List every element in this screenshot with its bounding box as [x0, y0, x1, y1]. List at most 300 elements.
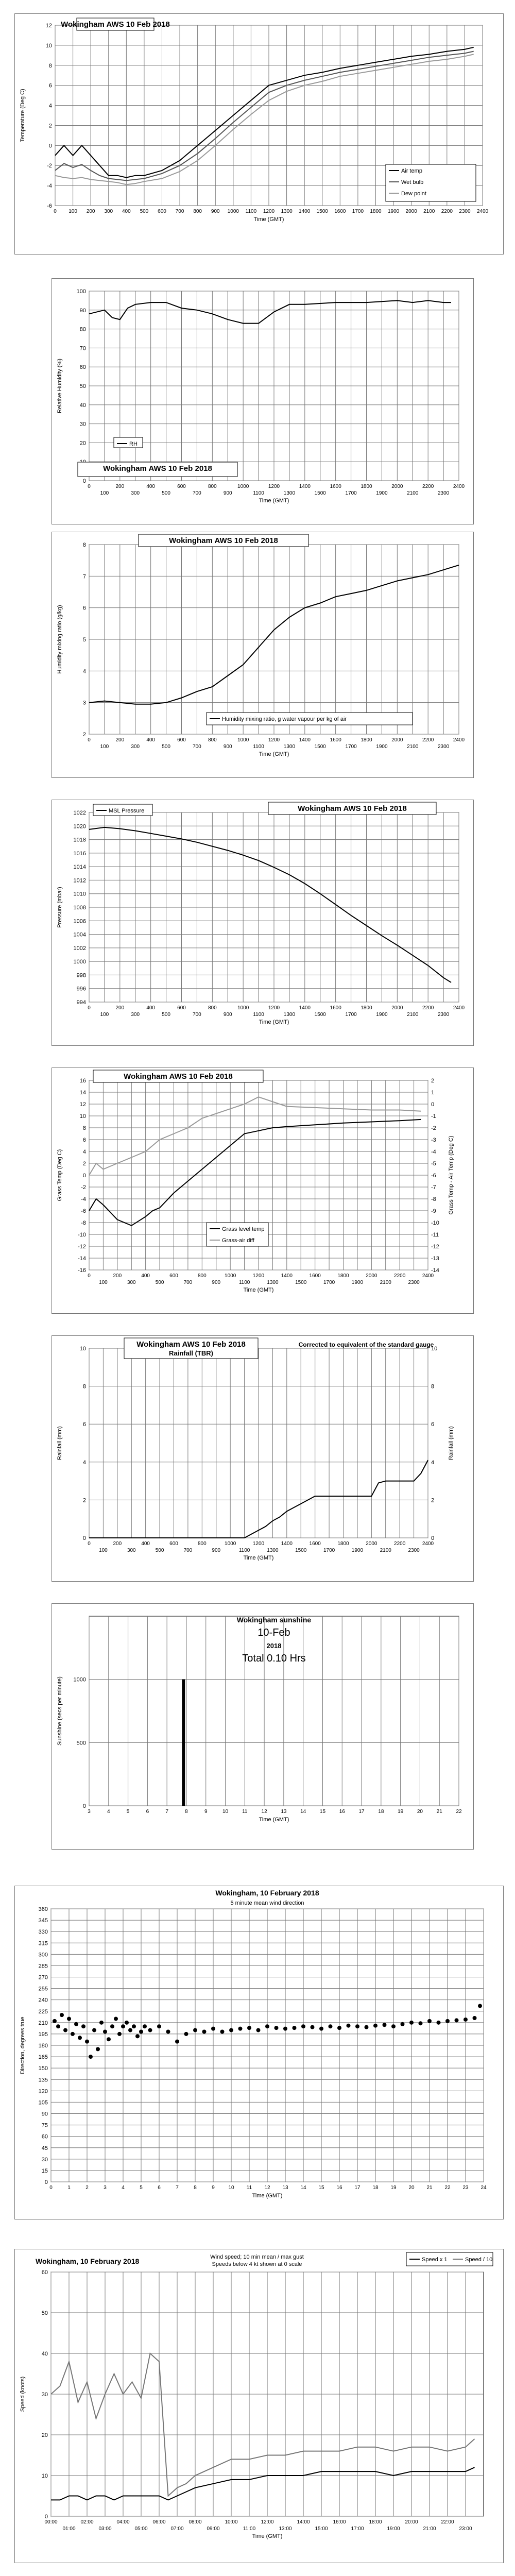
- x-axis-label: Time (GMT): [243, 1287, 274, 1293]
- data-point: [256, 2028, 261, 2032]
- y-tick-label: 1012: [73, 877, 86, 884]
- legend-label: Dew point: [401, 191, 426, 197]
- x-tick-label: 100: [99, 1548, 108, 1553]
- x-tick-label: 800: [197, 1541, 207, 1547]
- x-tick-label: 2000: [391, 484, 403, 489]
- x-tick-label: 0: [49, 2185, 53, 2191]
- y-tick-label: 50: [41, 2310, 48, 2316]
- x-tick-label: 700: [193, 490, 201, 496]
- y-tick-label: 80: [79, 326, 86, 333]
- x-tick-label: 700: [193, 744, 201, 750]
- x-tick-label: 07:00: [170, 2526, 184, 2532]
- x-tick-label: 700: [175, 209, 184, 214]
- y2-tick-label: -13: [431, 1256, 439, 1262]
- x-tick-label: 04:00: [116, 2519, 130, 2525]
- data-point: [265, 2024, 269, 2028]
- x-tick-label: 1200: [268, 484, 280, 489]
- y-tick-label: 14: [79, 1090, 86, 1096]
- y-tick-label: 1002: [73, 945, 86, 952]
- y2-tick-label: -8: [431, 1196, 436, 1202]
- y2-tick-label: 4: [431, 1459, 435, 1466]
- x-tick-label: 1900: [387, 209, 400, 214]
- x-tick-label: 6: [158, 2185, 161, 2191]
- y-axis-label: Speed (knots): [20, 2376, 26, 2412]
- chart-pressure: [52, 800, 474, 1046]
- y2-tick-label: -11: [431, 1232, 439, 1238]
- y2-tick-label: 8: [431, 1383, 435, 1390]
- y-tick-label: 240: [38, 1997, 48, 2004]
- x-tick-label: 1900: [351, 1548, 364, 1553]
- x-tick-label: 400: [122, 209, 131, 214]
- x-tick-label: 06:00: [152, 2519, 166, 2525]
- y-tick-label: 5: [82, 637, 86, 643]
- x-tick-label: 01:00: [62, 2526, 76, 2532]
- x-tick-label: 4: [122, 2185, 125, 2191]
- data-point: [99, 2021, 104, 2025]
- x-tick-label: 21: [426, 2185, 433, 2191]
- x-tick-label: 1100: [253, 1012, 264, 1018]
- y-tick-label: 12: [45, 23, 52, 29]
- x-tick-label: 9: [212, 2185, 215, 2191]
- x-tick-label: 6: [146, 1809, 149, 1815]
- chart-svg-5: [52, 1336, 474, 1582]
- y-tick-label: 12: [79, 1101, 86, 1108]
- legend-label: RH: [129, 441, 138, 447]
- data-point: [184, 2032, 188, 2036]
- x-tick-label: 20: [417, 1809, 423, 1815]
- x-tick-label: 18: [372, 2185, 379, 2191]
- x-tick-label: 900: [212, 1280, 221, 1285]
- y-tick-label: 4: [82, 1459, 86, 1466]
- y2-tick-label: 10: [431, 1346, 438, 1352]
- y-axis-label: Grass Temp (Deg C): [57, 1149, 63, 1201]
- data-point: [110, 2024, 114, 2028]
- y-tick-label: 4: [48, 103, 52, 109]
- y-tick-label: 1006: [73, 918, 86, 925]
- x-tick-label: 2200: [422, 1005, 434, 1011]
- x-tick-label: 2300: [459, 209, 471, 214]
- y-tick-label: 1016: [73, 850, 86, 857]
- x-tick-label: 16: [339, 1809, 345, 1815]
- x-tick-label: 13:00: [279, 2526, 292, 2532]
- x-tick-label: 15: [318, 2185, 324, 2191]
- x-tick-label: 1900: [376, 490, 388, 496]
- x-tick-label: 100: [100, 744, 109, 750]
- chart-subtitle: Rainfall (TBR): [169, 1349, 213, 1357]
- chart-grass-temp: [52, 1067, 474, 1314]
- x-tick-label: 13: [281, 1809, 287, 1815]
- data-point: [78, 2036, 82, 2040]
- x-tick-label: 1800: [360, 484, 372, 489]
- x-tick-label: 23: [462, 2185, 469, 2191]
- y-tick-label: -14: [78, 1256, 86, 1262]
- x-tick-label: 1900: [376, 744, 388, 750]
- x-tick-label: 8: [194, 2185, 197, 2191]
- data-point: [383, 2023, 387, 2027]
- data-point: [148, 2028, 152, 2032]
- x-tick-label: 2400: [422, 1273, 434, 1279]
- x-tick-label: 700: [183, 1548, 193, 1553]
- x-tick-label: 600: [177, 1005, 186, 1011]
- y-tick-label: 2: [48, 123, 52, 129]
- x-tick-label: 7: [176, 2185, 179, 2191]
- x-axis-label: Time (GMT): [243, 1555, 274, 1561]
- data-point: [117, 2032, 122, 2036]
- y-tick-label: 225: [38, 2008, 48, 2015]
- x-tick-label: 17: [358, 1809, 365, 1815]
- x-tick-label: 2100: [407, 1012, 419, 1018]
- data-point: [464, 2018, 468, 2022]
- x-tick-label: 20:00: [405, 2519, 418, 2525]
- y-tick-label: 120: [38, 2088, 48, 2095]
- x-tick-label: 700: [193, 1012, 201, 1018]
- data-point: [157, 2024, 161, 2028]
- x-tick-label: 1400: [299, 1005, 311, 1011]
- data-point: [220, 2030, 225, 2034]
- y-tick-label: -16: [78, 1267, 86, 1274]
- x-tick-label: 1100: [245, 209, 257, 214]
- x-tick-label: 300: [127, 1280, 136, 1285]
- x-tick-label: 0: [88, 737, 91, 743]
- y-tick-label: 15: [41, 2167, 48, 2174]
- chart-sunshine: [52, 1603, 474, 1850]
- y-tick-label: 0: [82, 478, 86, 484]
- y-tick-label: 4: [82, 668, 86, 675]
- y2-tick-label: -12: [431, 1244, 439, 1250]
- y-tick-label: 8: [82, 542, 86, 548]
- x-tick-label: 400: [146, 1005, 156, 1011]
- x-tick-label: 200: [86, 209, 95, 214]
- x-tick-label: 21:00: [423, 2526, 436, 2532]
- x-tick-label: 1600: [330, 484, 341, 489]
- y-tick-label: 10: [45, 42, 52, 49]
- x-tick-label: 900: [211, 209, 220, 214]
- y-tick-label: -2: [81, 1184, 86, 1191]
- x-tick-label: 1300: [267, 1280, 279, 1285]
- x-tick-label: 11: [246, 2185, 252, 2191]
- x-tick-label: 2200: [394, 1541, 406, 1547]
- chart-date: 10-Feb: [258, 1627, 290, 1638]
- x-tick-label: 0: [88, 1273, 91, 1279]
- y-tick-label: 1018: [73, 837, 86, 843]
- legend-label: Wet bulb: [401, 179, 424, 185]
- x-tick-label: 5: [126, 1809, 130, 1815]
- y2-tick-label: 2: [431, 1078, 435, 1084]
- y-tick-label: 180: [38, 2043, 48, 2049]
- x-tick-label: 2400: [453, 737, 465, 743]
- x-tick-label: 100: [100, 1012, 109, 1018]
- x-tick-label: 21: [436, 1809, 442, 1815]
- x-tick-label: 7: [165, 1809, 168, 1815]
- y2-tick-label: -6: [431, 1173, 436, 1179]
- x-tick-label: 0: [88, 1005, 91, 1011]
- x-tick-label: 1300: [283, 744, 296, 750]
- x-tick-label: 2400: [476, 209, 489, 214]
- x-tick-label: 600: [158, 209, 166, 214]
- x-tick-label: 2300: [437, 1012, 450, 1018]
- y-tick-label: 60: [79, 364, 86, 371]
- x-tick-label: 900: [223, 490, 232, 496]
- data-point: [143, 2024, 147, 2028]
- chart-note-line1: Wind speed; 10 min mean / max gust: [210, 2254, 304, 2260]
- y-tick-label: 0: [82, 1173, 86, 1179]
- data-point: [329, 2024, 333, 2028]
- x-tick-label: 1300: [283, 490, 296, 496]
- x-tick-label: 1400: [281, 1541, 293, 1547]
- y2-tick-label: -4: [431, 1149, 436, 1155]
- y-tick-label: 60: [41, 2133, 48, 2140]
- chart-title: Wokingham, 10 February 2018: [36, 2257, 140, 2265]
- x-tick-label: 1400: [281, 1273, 293, 1279]
- x-tick-label: 03:00: [98, 2526, 112, 2532]
- chart-title: Wokingham AWS 10 Feb 2018: [103, 464, 212, 473]
- y-tick-label: 285: [38, 1963, 48, 1970]
- data-point: [293, 2026, 297, 2030]
- y-tick-label: 1014: [73, 864, 86, 871]
- x-tick-label: 2100: [380, 1280, 391, 1285]
- data-point: [175, 2040, 179, 2044]
- y-tick-label: 20: [79, 440, 86, 447]
- y-tick-label: 135: [38, 2077, 48, 2083]
- x-tick-label: 15: [319, 1809, 326, 1815]
- data-point: [283, 2027, 287, 2031]
- x-tick-label: 2300: [437, 490, 450, 496]
- x-tick-label: 300: [127, 1548, 136, 1553]
- y-tick-label: 255: [38, 1986, 48, 1992]
- legend-label: Speed x 1: [422, 2257, 448, 2263]
- y-tick-label: 75: [41, 2122, 48, 2129]
- x-tick-label: 400: [146, 484, 156, 489]
- x-tick-label: 5: [140, 2185, 143, 2191]
- x-tick-label: 9: [204, 1809, 208, 1815]
- x-tick-label: 1200: [268, 1005, 280, 1011]
- x-tick-label: 600: [177, 484, 186, 489]
- y-tick-label: 70: [79, 345, 86, 352]
- x-tick-label: 2000: [366, 1273, 377, 1279]
- y-tick-label: 40: [41, 2351, 48, 2357]
- data-point: [53, 2019, 57, 2023]
- x-tick-label: 0: [54, 209, 57, 214]
- x-tick-label: 1500: [314, 744, 326, 750]
- x-tick-label: 3: [88, 1809, 91, 1815]
- data-point: [67, 2016, 71, 2021]
- y-tick-label: 60: [41, 2269, 48, 2276]
- data-point: [373, 2024, 377, 2028]
- y-axis-label: Temperature (Deg C): [20, 89, 26, 142]
- chart-total: Total 0.10 Hrs: [242, 1653, 306, 1664]
- chart-svg-2: [52, 532, 474, 778]
- x-tick-label: 11: [242, 1809, 248, 1815]
- x-tick-label: 500: [162, 490, 170, 496]
- chart-title: Wokingham AWS 10 Feb 2018: [61, 20, 170, 29]
- y-axis-label: Relative Humidity (%): [57, 359, 63, 413]
- chart-title: Wokingham AWS 10 Feb 2018: [169, 536, 278, 545]
- data-point: [401, 2022, 405, 2026]
- x-tick-label: 1500: [295, 1548, 307, 1553]
- x-tick-label: 2100: [407, 490, 419, 496]
- data-point: [56, 2024, 60, 2028]
- data-point: [107, 2037, 111, 2041]
- y-axis-label: Rainfall (mm): [57, 1426, 63, 1460]
- chart-title: Wokingham AWS 10 Feb 2018: [124, 1072, 233, 1081]
- x-tick-label: 18:00: [369, 2519, 382, 2525]
- data-point: [202, 2030, 207, 2034]
- x-tick-label: 2300: [408, 1548, 420, 1553]
- x-axis-label: Time (GMT): [259, 1019, 289, 1025]
- x-tick-label: 1500: [316, 209, 328, 214]
- y-tick-label: 1010: [73, 891, 86, 897]
- chart-title: Wokingham AWS 10 Feb 2018: [298, 804, 407, 813]
- x-tick-label: 17:00: [351, 2526, 364, 2532]
- x-tick-label: 1700: [323, 1280, 335, 1285]
- x-tick-label: 400: [146, 737, 156, 743]
- y-tick-label: -10: [78, 1232, 86, 1238]
- x-axis-label: Time (GMT): [259, 1817, 289, 1823]
- x-tick-label: 08:00: [188, 2519, 202, 2525]
- y-tick-label: 4: [82, 1149, 86, 1155]
- x-tick-label: 1100: [253, 744, 264, 750]
- x-tick-label: 16: [336, 2185, 342, 2191]
- x-tick-label: 300: [131, 744, 140, 750]
- x-tick-label: 2000: [405, 209, 417, 214]
- chart-svg-3: [52, 800, 474, 1046]
- data-point: [229, 2028, 233, 2032]
- y-tick-label: -12: [78, 1244, 86, 1250]
- x-tick-label: 2200: [441, 209, 453, 214]
- chart-title: Wokingham sunshine: [236, 1616, 312, 1624]
- y-tick-label: 6: [82, 605, 86, 612]
- x-tick-label: 600: [177, 737, 186, 743]
- chart-temperature: [14, 13, 504, 255]
- y-tick-label: 100: [76, 289, 86, 295]
- y-axis-label: Sunshine (secs per minute): [57, 1676, 63, 1745]
- y-tick-label: 2: [82, 732, 86, 738]
- x-tick-label: 1000: [237, 484, 249, 489]
- data-point: [96, 2047, 100, 2051]
- x-tick-label: 14:00: [297, 2519, 310, 2525]
- x-tick-label: 600: [169, 1541, 178, 1547]
- y-axis-label: Humidity mixing ratio (g/kg): [57, 605, 63, 674]
- data-point: [128, 2028, 132, 2032]
- data-point: [81, 2024, 85, 2028]
- y-tick-label: 315: [38, 1940, 48, 1947]
- x-tick-label: 2100: [407, 744, 419, 750]
- y-tick-label: 0: [82, 1535, 86, 1541]
- x-tick-label: 100: [68, 209, 77, 214]
- data-point: [114, 2016, 118, 2021]
- x-tick-label: 900: [223, 1012, 232, 1018]
- x-tick-label: 1000: [225, 1541, 236, 1547]
- legend-label: Grass-air diff: [222, 1238, 254, 1244]
- chart-svg-7: [15, 1886, 504, 2220]
- x-tick-label: 2200: [394, 1273, 406, 1279]
- x-tick-label: 12: [261, 1809, 267, 1815]
- x-tick-label: 1300: [281, 209, 293, 214]
- x-tick-label: 200: [115, 1005, 125, 1011]
- x-tick-label: 10: [222, 1809, 229, 1815]
- x-tick-label: 1800: [360, 737, 372, 743]
- data-point: [455, 2018, 459, 2022]
- x-tick-label: 13: [282, 2185, 288, 2191]
- chart-rainfall: [52, 1335, 474, 1582]
- x-tick-label: 900: [212, 1548, 221, 1553]
- x-tick-label: 1800: [337, 1273, 349, 1279]
- chart-year: 2018: [266, 1642, 282, 1650]
- y2-tick-label: -3: [431, 1137, 436, 1143]
- y-tick-label: 90: [79, 307, 86, 314]
- y2-tick-label: -2: [431, 1125, 436, 1131]
- y-tick-label: 345: [38, 1918, 48, 1924]
- data-point: [103, 2030, 107, 2034]
- y-tick-label: 16: [79, 1078, 86, 1084]
- data-point: [319, 2027, 323, 2031]
- x-axis-label: Time (GMT): [252, 2193, 283, 2199]
- y-axis-label: Pressure (mbar): [57, 887, 63, 928]
- legend-label: Grass level temp: [222, 1226, 265, 1232]
- x-tick-label: 800: [208, 737, 217, 743]
- data-point: [89, 2055, 93, 2059]
- x-tick-label: 09:00: [207, 2526, 220, 2532]
- x-tick-label: 16:00: [333, 2519, 346, 2525]
- x-tick-label: 18: [378, 1809, 384, 1815]
- x-tick-label: 400: [141, 1273, 150, 1279]
- x-tick-label: 2000: [391, 1005, 403, 1011]
- data-point: [445, 2019, 450, 2023]
- y2-tick-label: 0: [431, 1535, 435, 1541]
- y-tick-label: 8: [82, 1383, 86, 1390]
- data-point: [238, 2027, 243, 2031]
- y-tick-label: 30: [41, 2156, 48, 2163]
- y-tick-label: 300: [38, 1952, 48, 1958]
- x-tick-label: 400: [141, 1541, 150, 1547]
- y-tick-label: 50: [79, 383, 86, 389]
- x-tick-label: 1900: [376, 1012, 388, 1018]
- x-tick-label: 1100: [238, 1548, 250, 1553]
- x-tick-label: 1500: [295, 1280, 307, 1285]
- x-tick-label: 1: [67, 2185, 71, 2191]
- x-tick-label: 1200: [252, 1541, 265, 1547]
- y-tick-label: -6: [47, 203, 52, 209]
- x-tick-label: 00:00: [44, 2519, 58, 2525]
- y-tick-label: 1004: [73, 931, 86, 938]
- x-axis-label: Time (GMT): [259, 498, 289, 504]
- data-point: [139, 2030, 143, 2034]
- data-point: [132, 2024, 136, 2028]
- x-tick-label: 02:00: [80, 2519, 94, 2525]
- y-tick-label: 8: [48, 62, 52, 69]
- x-tick-label: 1500: [314, 1012, 326, 1018]
- x-tick-label: 1600: [309, 1273, 321, 1279]
- x-tick-label: 1800: [337, 1541, 349, 1547]
- x-tick-label: 1800: [360, 1005, 372, 1011]
- x-tick-label: 22: [456, 1809, 462, 1815]
- x-tick-label: 10:00: [225, 2519, 238, 2525]
- x-tick-label: 4: [107, 1809, 110, 1815]
- x-tick-label: 500: [155, 1548, 164, 1553]
- x-tick-label: 2200: [422, 484, 434, 489]
- legend-label: MSL Pressure: [109, 808, 145, 814]
- data-point: [337, 2026, 341, 2030]
- y-tick-label: 1022: [73, 810, 86, 816]
- data-point: [135, 2034, 140, 2038]
- chart-svg-4: [52, 1068, 474, 1314]
- data-point: [63, 2028, 67, 2032]
- y-tick-label: 210: [38, 2020, 48, 2026]
- y-tick-label: -4: [47, 183, 52, 190]
- chart-title: Wokingham AWS 10 Feb 2018: [136, 1340, 246, 1349]
- y-tick-label: 6: [82, 1421, 86, 1428]
- x-tick-label: 1700: [345, 1012, 357, 1018]
